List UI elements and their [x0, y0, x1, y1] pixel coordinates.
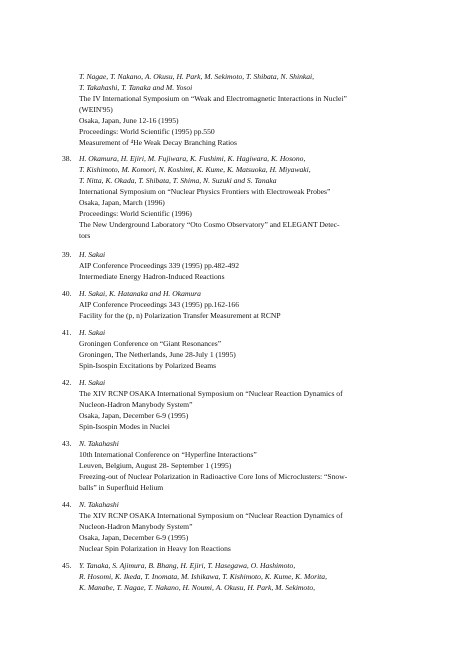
proceedings-line: Proceedings: World Scientific (1995) pp.550 — [79, 127, 215, 136]
proceedings-line: AIP Conference Proceedings 343 (1995) pp.162-166 — [79, 300, 239, 309]
author-line: H. Okamura, H. Ejiri, M. Fujiwara, K. Fushimi, K. Hagiwara, K. Hosono, — [79, 154, 306, 163]
author-line: N. Takahashi — [79, 500, 119, 509]
conference-title: The XIV RCNP OSAKA International Symposium on “Nuclear Reaction Dynamics of — [79, 389, 343, 398]
entry-number: 38. — [62, 154, 72, 163]
author-line: T. Kishimoto, M. Komori, N. Koshimi, K. Kume, K. Matsuoka, H. Miyawaki, — [79, 165, 311, 174]
talk-title: Freezing-out of Nuclear Polarization in Radioactive Core Ions of Microclusters: “Snow- — [79, 472, 348, 481]
conference-title: International Symposium on “Nuclear Physics Frontiers with Electroweak Probes” — [79, 187, 331, 196]
talk-title: tors — [79, 231, 91, 240]
proceedings-line: AIP Conference Proceedings 339 (1995) pp.482-492 — [79, 261, 239, 270]
entry-number: 44. — [62, 500, 72, 509]
talk-title: The New Underground Laboratory “Oto Cosmo Observatory” and ELEGANT Detec- — [79, 220, 340, 229]
talk-title: Intermediate Energy Hadron-Induced Reactions — [79, 272, 225, 281]
venue-line: Leuven, Belgium, August 28- September 1 (1995) — [79, 461, 232, 470]
entry-number: 39. — [62, 250, 72, 259]
entry-number: 40. — [62, 289, 72, 298]
author-line: H. Sakai — [79, 378, 106, 387]
venue-line: Osaka, Japan, March (1996) — [79, 198, 165, 207]
author-line: H. Sakai — [79, 250, 106, 259]
venue-line: Osaka, Japan, December 6-9 (1995) — [79, 533, 189, 542]
conference-title: Nucleon-Hadron Manybody System” — [79, 400, 193, 409]
talk-title: balls” in Superfluid Helium — [79, 483, 164, 492]
talk-title: Spin-Isospin Excitations by Polarized Beams — [79, 361, 217, 370]
conference-title: Groningen Conference on “Giant Resonances” — [79, 339, 222, 348]
venue-line: Groningen, The Netherlands, June 28-July 1 (1995) — [79, 350, 236, 359]
conference-title: Nucleon-Hadron Manybody System” — [79, 522, 193, 531]
entry-number: 41. — [62, 328, 72, 337]
conference-title: 10th International Conference on “Hyperfine Interactions” — [79, 450, 257, 459]
author-line: K. Manabe, T. Nagae, T. Nakano, H. Noumi, A. Okusu, H. Park, M. Sekimoto, — [79, 583, 316, 592]
talk-title: Nuclear Spin Polarization in Heavy Ion Reactions — [79, 544, 231, 553]
conference-title: The IV International Symposium on “Weak and Electromagnetic Interactions in Nuclei” — [79, 94, 347, 103]
venue-line: Osaka, Japan, December 6-9 (1995) — [79, 411, 189, 420]
proceedings-line: Proceedings: World Scientific (1996) — [79, 209, 192, 218]
talk-title: Facility for the (p, n) Polarization Transfer Measurement at RCNP — [79, 311, 281, 320]
conference-title: (WEIN'95) — [79, 105, 113, 114]
author-line: H. Sakai, K. Hatanaka and H. Okamura — [79, 289, 201, 298]
entry-number: 43. — [62, 439, 72, 448]
talk-title: Measurement of ⁴He Weak Decay Branching Ratios — [79, 138, 237, 147]
author-line: Y. Tanaka, S. Ajimura, B. Bhang, H. Ejiri, T. Hasegawa, O. Hashimoto, — [79, 561, 296, 570]
conference-title: The XIV RCNP OSAKA International Symposium on “Nuclear Reaction Dynamics of — [79, 511, 343, 520]
talk-title: Spin-Isospin Modes in Nuclei — [79, 422, 170, 431]
author-line: N. Takahashi — [79, 439, 119, 448]
author-line: R. Hosomi, K. Ikeda, T. Inomata, M. Ishikawa, T. Kishimoto, K. Kume, K. Morita, — [79, 572, 327, 581]
author-line: T. Takahashi, T. Tanaka and M. Yosoi — [79, 83, 193, 92]
author-line: H. Sakai — [79, 328, 106, 337]
entry-number: 45. — [62, 561, 72, 570]
author-line: T. Nitta, K. Okada, T. Shibata, T. Shima, N. Suzuki and S. Tanaka — [79, 176, 277, 185]
venue-line: Osaka, Japan, June 12-16 (1995) — [79, 116, 179, 125]
author-line: T. Nagae, T. Nakano, A. Okusu, H. Park, M. Sekimoto, T. Shibata, N. Shinkai, — [79, 72, 315, 81]
entry-number: 42. — [62, 378, 72, 387]
